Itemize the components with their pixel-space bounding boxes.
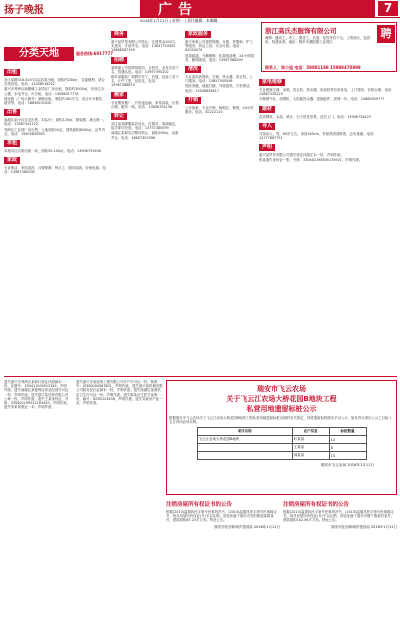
farm-notice-subtitle: 关于飞云江农场大桥花园B地块工程 bbox=[226, 395, 337, 403]
table-cell: 王某某 bbox=[292, 444, 329, 452]
table-cell: 8 bbox=[329, 444, 366, 452]
farm-notice-table bbox=[197, 427, 367, 460]
classified-entry: 嘉兴家政公司提供保姆、月嫂、育婴师、护工等服务，持证上岗，安全可靠。电话：82050070 bbox=[185, 40, 253, 53]
newspaper-logo: 扬子晚报 bbox=[4, 5, 44, 16]
farm-notice-subtitle-2: 私营用地遗留标桩公示 bbox=[246, 405, 317, 413]
classified-section-heading: 清洗 bbox=[185, 66, 201, 73]
notice-body: 根据(2013)温瑞执民字第号民事判决书，(2013)温瑞执民字第号民事裁定书，现对房屋所有权证(号)予以注销。房屋坐落于瑞安市塘下镇某村某号，建筑面积102.56平方米。特此公告。 bbox=[283, 510, 395, 523]
recruitment-body: 诚聘：缝纫工、车工、熨烫工、后道、检验等若干名。工资面议，包食宿，待遇优厚。地址：桐乡市濮院镇工业园区 bbox=[265, 36, 371, 45]
classified-entry: 秀洲区工业园厂房出售，土地面积10亩，建筑面积8000㎡，证件齐全。电话：15905835563 bbox=[4, 127, 106, 136]
classified-section-heading: 建材 bbox=[259, 106, 275, 113]
classified-column-4 bbox=[259, 76, 397, 164]
classified-title: 分类天地 bbox=[4, 47, 74, 61]
classified-entry: 专业维修空调、冰箱、洗衣机、热水器、电视机等各类家电，上门服务，价格合理。电话：13867330219 bbox=[259, 88, 395, 97]
farm-notice-signature: 瑞安市飞云农场 2016年1月11日 bbox=[320, 463, 374, 468]
section-divider bbox=[4, 376, 397, 377]
classified-entry: 市区某品牌服装店转让，位置好，客源稳定，接手即可经营。电话：13757385099 bbox=[111, 122, 179, 131]
classified-entry: 嘉兴市秀洲区新塍镇工业园区厂房出租，面积约3000㎡，有独立办公楼，水电齐全，可分租。电话：13586317776 bbox=[4, 87, 105, 96]
classified-entry: 专业清洗油烟机、空调、热水器、洗衣机，上门服务。电话：15857305556 bbox=[185, 75, 253, 84]
notice-signature: 瑞安市住房和城乡建设局 2016年1月11日 bbox=[331, 524, 397, 529]
table-cell bbox=[197, 444, 292, 452]
classified-section-heading: 招聘 bbox=[111, 57, 127, 64]
table-cell: 12 bbox=[329, 436, 366, 444]
classified-section-heading: 搬家 bbox=[111, 92, 127, 99]
notice-title: 注销房屋所有权证书的公告 bbox=[166, 502, 233, 508]
classified-entry: 管道疏通、马桶维修、化粪池清理，24小时服务，随叫随到。电话：13967368299 bbox=[185, 53, 254, 62]
classified-entry: 桐乡某服装厂招聘平车工、后道、包装工若干名，计件工资，包吃住。电话：15967388879 bbox=[111, 75, 179, 88]
classified-entry: 寻找亲人，男，60岁左右，身高165cm，有知情者请联系，必有重谢。电话：13777867751 bbox=[259, 131, 377, 141]
classified-entry: 某物流公司招聘驾驶员、仓管员、业务员若干名，待遇从优。电话：13957390202 bbox=[111, 65, 179, 74]
notice-signature: 瑞安市住房和城乡建设局 2016年1月11日 bbox=[214, 524, 280, 529]
classified-column-1 bbox=[4, 66, 107, 176]
edition-meta: 2016年1月11日 | 星期一 | 责任编辑：米璐璐 bbox=[140, 18, 218, 23]
page-number: 7 bbox=[378, 1, 398, 16]
classified-entry: 南湖区某小区住宅出售，3室2厅，面积120㎡，精装修，满五唯一。电话：13567341122 bbox=[4, 118, 107, 127]
section-banner bbox=[140, 0, 375, 17]
classified-section-heading: 求租 bbox=[4, 140, 20, 147]
classified-column-2 bbox=[111, 28, 181, 141]
classified-section-heading: 寻人 bbox=[259, 123, 275, 130]
classified-entry: 市区某路018-520平2层店面出租，面积约200㎡，交通便利，适合各类经营。电话：13358516252 bbox=[4, 78, 105, 87]
classified-entry: 张某遗失身份证一张，号码：330402198505170921，声明作废。 bbox=[259, 158, 363, 163]
classified-entry: 专业搬家搬厂、长短途运输、家具拆装，价格合理，服务一流。电话：13806705158 bbox=[111, 100, 179, 109]
classified-entry: 各类钢材、水泥、黄沙、石子批发零售，送货上门。电话：13906734425 bbox=[259, 114, 371, 119]
classified-entry: 专业保洁、家电清洗、月嫂保姆、钟点工，服务周到，价格优惠。电话：13967380208 bbox=[4, 166, 106, 175]
table-header-cell: 农户信息 bbox=[292, 428, 329, 436]
table-cell bbox=[197, 452, 292, 460]
classified-entry: 求租市区沿街店面一间，面积50-100㎡。电话：13906731908 bbox=[4, 149, 101, 154]
table-row bbox=[197, 452, 366, 460]
classified-column-3 bbox=[185, 28, 255, 115]
recruit-badge: 聘 bbox=[377, 25, 395, 43]
classified-entry: 嘉兴某贸易有限公司遗失营业执照正本一份，声明作废。 bbox=[259, 153, 344, 158]
classified-section-heading: 开锁 bbox=[185, 97, 201, 104]
table-cell: 飞云江农场大桥花园B地块 bbox=[197, 436, 292, 444]
table-cell: 叶某某 bbox=[292, 436, 329, 444]
notice-body: 根据(2013)温瑞执民字第号民事判决书，(2013)温瑞执民字第号民事裁定书，现对房屋所有权证(号)予以注销。房屋坐落于瑞安市安阳街道某路某号，建筑面积87.23平方米。特此公告。 bbox=[166, 510, 277, 523]
classified-section-heading: 家政服务 bbox=[185, 31, 211, 38]
table-cell: 15 bbox=[329, 452, 366, 460]
table-row bbox=[197, 444, 366, 452]
lost-notices-1: 遗失嘉兴市秀洲区某商行营业执照副本一份，注册号：330411000012345，声明作废。遗失南湖区某便利店食品经营许可证一份，声明作废。遗失浙江某纺织有限公司公章一枚，声明作废。遗失王某身份证，号码：330402199012163420，声明作废。遗失李某驾驶证一本，声明作废。 bbox=[4, 380, 70, 410]
table-header-cell: 标桩数量 bbox=[329, 428, 366, 436]
cancellation-notice-2 bbox=[283, 500, 397, 530]
cancellation-notice-1 bbox=[166, 500, 280, 530]
classified-banner bbox=[4, 45, 114, 63]
table-header-row bbox=[197, 428, 366, 436]
classified-entry: 城北路（广场大厦旁）商铺出租，面积约180平方，适合开办餐饮、超市等。电话：18658231520 bbox=[4, 96, 106, 106]
page-header bbox=[0, 0, 400, 18]
farm-notice bbox=[166, 380, 397, 495]
table-header-cell: 项目名称 bbox=[197, 428, 292, 436]
classified-entry: 专修燃气灶、油烟机、太阳能热水器，更换配件，质保一年。电话：15869309777 bbox=[259, 97, 385, 102]
company-name: 浙江高氏杰服饰有限公司 bbox=[265, 27, 337, 35]
recruitment-contact: 联系人：郑小姐 电话：58801188 15988470899 bbox=[265, 65, 361, 70]
farm-notice-intro: 根据瑞安市飞云农场关于飞云江农场大桥花园B地块工程私营用地遗留标桩处理的有关规定，现将遗留标桩情况予以公示，如有异议请在公示之日起十五日内向农场反映。 bbox=[169, 416, 392, 425]
service-hotline: 服务热线:6917777 bbox=[76, 51, 114, 56]
notice-title: 注销房屋所有权证书的公告 bbox=[283, 502, 350, 508]
classified-entry: 瓷砖美缝、地板打蜡、外墙清洗、开荒保洁。电话：13506839617 bbox=[185, 84, 253, 93]
classified-section-heading: 转让 bbox=[111, 113, 127, 120]
classified-section-heading: 声明 bbox=[259, 144, 275, 151]
table-row bbox=[197, 436, 366, 444]
classified-entry: 公安备案，专业开锁、换锁芯、修锁，24小时服务。电话：82222110 bbox=[185, 105, 254, 115]
classified-section-heading: 商务 bbox=[111, 31, 127, 38]
classified-section-heading: 出租 bbox=[4, 69, 20, 76]
lost-notices-2: 遗失嘉兴市某装饰工程有限公司开户许可证一份，核准号：J3350004567801，声明作废。遗失嘉兴某机械有限公司税务登记证副本一份，声明作废。遗失南湖区某餐饮店卫生许可证一份，声明作废。遗失陈某出生医学证明一份，编号：N330123456，声明作废。遗失刘某房产证一本，声明作废。 bbox=[76, 380, 163, 406]
recruitment-ad bbox=[261, 22, 397, 72]
classified-entry: 嘉兴某贸易有限公司转让，注册资金100万，无债务，手续齐全。电话：13857703552 15868367199 bbox=[111, 40, 179, 53]
farm-notice-title: 瑞安市飞云农场 bbox=[257, 385, 306, 393]
classified-section-heading: 家政 bbox=[4, 157, 20, 164]
section-title: 广告 bbox=[158, 2, 198, 18]
classified-section-heading: 家电维修 bbox=[259, 79, 285, 86]
classified-section-heading: 出售 bbox=[4, 109, 20, 116]
table-cell: 林某某 bbox=[292, 452, 329, 460]
classified-entry: 南湖区某餐饮店整体转让，面积200㎡，设备齐全。电话：18657303396 bbox=[111, 131, 179, 140]
